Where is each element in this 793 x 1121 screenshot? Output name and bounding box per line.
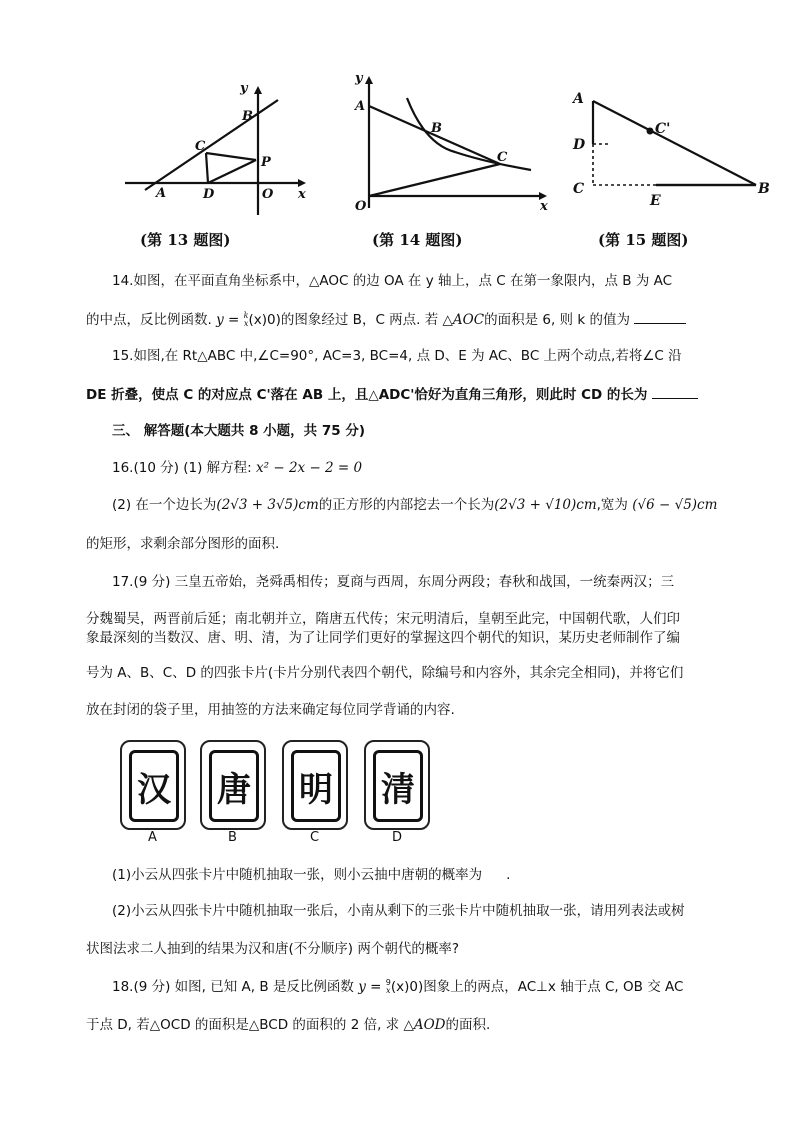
q18-aod: AOD <box>413 1017 446 1033</box>
q14-text-b: 的图象经过 B，C 两点. 若 △ <box>280 312 453 328</box>
label-c: C <box>573 181 585 197</box>
label-o: O <box>262 187 274 202</box>
q16-line1: 16.(10 分) (1) 解方程: x² − 2x − 2 = 0 <box>112 460 363 476</box>
card-tang: 唐 <box>200 740 266 830</box>
label-a: A <box>355 99 366 114</box>
label-e: E <box>650 193 661 209</box>
card-label-b: B <box>228 830 237 845</box>
q16-expr1: (2√3 + 3√5)cm <box>216 497 319 513</box>
figure-15 <box>568 85 778 215</box>
segment-ab <box>593 101 756 185</box>
caption-fig14: (第 14 题图) <box>372 231 463 249</box>
q15-text: DE 折叠，使点 C 的对应点 C'落在 AB 上，且△ADC'恰好为直角三角形，则此时 CD 的长为 <box>86 387 648 403</box>
label-c-prime: C' <box>655 121 671 137</box>
q14-line2 <box>86 309 706 330</box>
label-o: O <box>355 199 367 214</box>
q16-expr2: (2√3 + √10)cm <box>494 497 597 513</box>
q16-line3: 的矩形，求剩余部分图形的面积. <box>86 536 280 552</box>
label-y: y <box>240 81 248 96</box>
q18-line1: 18.(9 分) 如图, 已知 A, B 是反比例函数 y = 9 x (x)0)图象上的两点，AC⊥x 轴于点 C, OB 交 AC <box>112 978 684 995</box>
segment-oc <box>369 164 500 196</box>
q17-line2: 分魏蜀吴，两晋前后延；南北朝并立，隋唐五代传；宋元明清后，皇朝至此完，中国朝代歌，人们印 <box>86 611 680 627</box>
q18-frac: 9 x <box>385 978 391 995</box>
card-ming: 明 <box>282 740 348 830</box>
label-c: C <box>195 139 206 154</box>
q17-sub2-line1: (2)小云从四张卡片中随机抽取一张后，小南从剩下的三张卡片中随机抽取一张，请用列表法或树 <box>112 903 685 919</box>
figure-14 <box>345 68 555 218</box>
card-han: 汉 <box>120 740 186 830</box>
q14-line1: 14.如图，在平面直角坐标系中，△AOC 的边 OA 在 y 轴上，点 C 在第一象限内，点 B 为 AC <box>112 273 673 289</box>
q16-line2: (2) 在一个边长为(2√3 + 3√5)cm的正方形的内部挖去一个长为(2√3 + √10)cm,宽为 (√6 − √5)cm <box>112 497 718 513</box>
label-b: B <box>758 181 770 197</box>
label-a: A <box>156 186 167 201</box>
section-3-heading: 三、 解答题(本大题共 8 小题，共 75 分) <box>112 423 366 439</box>
y-axis-arrow <box>254 86 262 94</box>
q16-equation: x² − 2x − 2 = 0 <box>256 460 363 476</box>
figure-13 <box>120 80 320 220</box>
q14-aoc: AOC <box>452 312 485 328</box>
card-label-d: D <box>392 830 403 845</box>
point-c-prime <box>647 128 654 135</box>
caption-fig13: (第 13 题图) <box>140 231 231 249</box>
q17-line5: 放在封闭的袋子里，用抽签的方法来确定每位同学背诵的内容. <box>86 702 455 718</box>
label-b: B <box>242 109 253 124</box>
q14-cond: (x)0) <box>248 312 281 328</box>
segment-cd <box>206 153 208 183</box>
segment-dp <box>208 160 256 183</box>
q14-answer-blank[interactable] <box>634 309 686 324</box>
x-axis-arrow <box>298 179 306 187</box>
segment-de <box>593 144 656 185</box>
card-label-c: C <box>310 830 320 845</box>
q17-line1: 17.(9 分) 三皇五帝始，尧舜禹相传；夏商与西周，东周分两段；春秋和战国，一统秦两汉；三 <box>112 574 675 590</box>
q14-y: y <box>216 312 224 328</box>
label-b: B <box>431 121 442 136</box>
q15-line2 <box>86 384 706 405</box>
q14-text-a: 的中点，反比例函数. <box>86 312 212 328</box>
q14-eq: = <box>223 312 244 328</box>
q17-answer-blank[interactable] <box>482 864 506 879</box>
label-c: C <box>497 150 508 165</box>
label-a: A <box>573 91 584 107</box>
label-d: D <box>573 137 586 153</box>
card-qing: 清 <box>364 740 430 830</box>
q16-expr3: (√6 − √5)cm <box>632 497 718 513</box>
y-axis-arrow <box>365 76 373 84</box>
label-x: x <box>298 187 306 202</box>
q15-line1: 15.如图,在 Rt△ABC 中,∠C=90°, AC=3, BC=4, 点 D、E 为 AC、BC 上两个动点,若将∠C 沿 <box>112 348 682 364</box>
q17-sub2-line2: 状图法求二人抽到的结果为汉和唐(不分顺序) 两个朝代的概率? <box>86 941 459 957</box>
caption-fig15: (第 15 题图) <box>598 231 689 249</box>
q14-frac: k x <box>243 311 249 328</box>
q18-line2: 于点 D, 若△OCD 的面积是△BCD 的面积的 2 倍, 求 △AOD的面积. <box>86 1017 491 1033</box>
label-y: y <box>355 71 363 86</box>
q14-text-c: 的面积是 6, 则 k 的值为 <box>484 312 630 328</box>
hyperbola <box>407 98 531 170</box>
label-d: D <box>203 187 215 202</box>
q17-line4: 号为 A、B、C、D 的四张卡片(卡片分别代表四个朝代，除编号和内容外，其余完全相同)，并将它们 <box>86 665 684 681</box>
label-x: x <box>540 199 548 214</box>
q17-line3: 象最深刻的当数汉、唐、明、清，为了让同学们更好的掌握这四个朝代的知识，某历史老师制作了编 <box>86 630 680 646</box>
q17-sub1: (1)小云从四张卡片中随机抽取一张，则小云抽中唐朝的概率为 . <box>112 864 732 885</box>
card-label-a: A <box>148 830 157 845</box>
segment-cp <box>206 153 256 160</box>
label-p: P <box>261 155 271 170</box>
q15-answer-blank[interactable] <box>652 384 698 399</box>
